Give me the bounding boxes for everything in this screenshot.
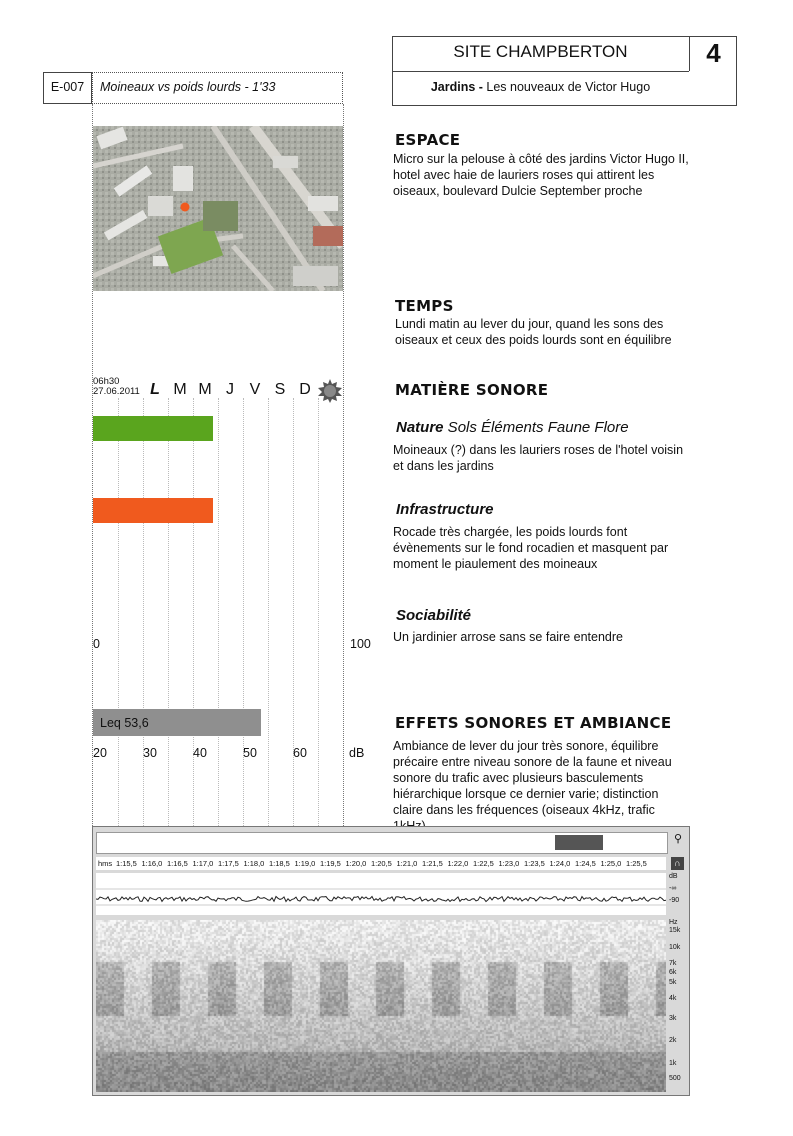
time-tick-label: 1:24,5: [575, 859, 596, 868]
site-number: 4: [706, 38, 721, 68]
time-tick-label: 1:16,0: [141, 859, 163, 868]
time-tick-label: 1:20,5: [371, 859, 392, 868]
frequency-label: 4k: [669, 995, 677, 1002]
db-tick-label: 60: [293, 746, 307, 760]
time-tick-label: 1:18,5: [269, 859, 290, 868]
aerial-map: [93, 126, 343, 291]
audio-editor-panel[interactable]: [92, 826, 690, 1096]
subtitle-text: Les nouveaux de Victor Hugo: [482, 80, 651, 94]
grid-line: [193, 398, 195, 826]
frequency-label: 10k: [669, 944, 681, 951]
day-tuesday: M: [173, 381, 187, 398]
time-tick-label: 1:24,0: [549, 859, 571, 868]
waveform[interactable]: [96, 873, 666, 915]
frequency-label: 2k: [669, 1037, 677, 1044]
frequency-label: 3k: [669, 1015, 677, 1022]
scale-min-label: 0: [93, 637, 100, 651]
espace-heading: ESPACE: [395, 131, 461, 149]
amplitude-label: -90: [669, 897, 680, 904]
time-tick-label: 1:22,0: [447, 859, 469, 868]
time-tick-label: 1:21,5: [422, 859, 443, 868]
recording-time: 06h30: [93, 376, 120, 387]
time-tick-label: 1:17,0: [192, 859, 214, 868]
time-tick-label: 1:21,0: [396, 859, 418, 868]
day-monday: L: [150, 381, 160, 398]
zoom-icon[interactable]: ⚲: [673, 833, 683, 845]
sun-icon: [318, 379, 342, 403]
day-wednesday: M: [198, 381, 212, 398]
time-ruler[interactable]: [96, 857, 666, 870]
recording-date: 27.06.2011: [93, 386, 140, 397]
mic-location-marker: [181, 203, 190, 212]
time-tick-label: 1:19,5: [320, 859, 341, 868]
frequency-label: 15k: [669, 927, 681, 934]
db-tick-label: 30: [143, 746, 157, 760]
recording-code: E-007: [50, 80, 85, 94]
grid-line: [293, 398, 295, 826]
column-border-right: [343, 104, 345, 826]
day-sunday: D: [299, 381, 311, 398]
infrastructure-bar: [93, 498, 213, 523]
time-tick-label: 1:19,0: [294, 859, 316, 868]
subtitle-bold: Jardins -: [430, 80, 483, 94]
frequency-label: 500: [669, 1075, 681, 1082]
time-tick-label: 1:25,0: [600, 859, 622, 868]
time-tick-label: 1:17,5: [218, 859, 239, 868]
time-tick-label: 1:15,5: [116, 859, 137, 868]
time-unit: hms: [98, 859, 113, 868]
db-unit-label: dB: [349, 746, 365, 760]
grid-line: [168, 398, 170, 826]
nature-categories: Sols Éléments Faune Flore: [443, 419, 629, 436]
amplitude-scale: [669, 871, 679, 907]
hz-unit: Hz: [669, 919, 678, 926]
grid-line: [243, 398, 245, 826]
nature-bar: [93, 416, 213, 441]
sociabilite-text: Un jardinier arrose sans se faire entendre: [393, 630, 623, 644]
day-friday: V: [249, 381, 261, 398]
effets-heading: EFFETS SONORES ET AMBIANCE: [395, 714, 672, 732]
temps-heading: TEMPS: [395, 297, 454, 315]
infrastructure-heading: Infrastructure: [396, 501, 494, 518]
time-tick-label: 1:16,5: [167, 859, 188, 868]
time-tick-label: 1:23,5: [524, 859, 545, 868]
time-tick-label: 1:22,5: [473, 859, 494, 868]
site-subtitle: [392, 80, 689, 94]
time-tick-label: 1:18,0: [243, 859, 265, 868]
site-title: SITE CHAMPBERTON: [453, 42, 628, 61]
grid-line: [268, 398, 270, 826]
sociabilite-heading: Sociabilité: [396, 607, 472, 624]
recording-datetime: [93, 377, 140, 397]
frequency-label: 6k: [669, 969, 677, 976]
day-thursday: J: [226, 381, 234, 398]
db-tick-label: 20: [93, 746, 107, 760]
scale-max-label: 100: [350, 637, 371, 651]
frequency-label: 7k: [669, 960, 677, 967]
grid-line: [118, 398, 120, 826]
overview-selection[interactable]: [555, 835, 603, 850]
nature-title: Nature: [396, 419, 444, 436]
leq-label: Leq 53,6: [100, 716, 149, 730]
frequency-label: 5k: [669, 979, 677, 986]
infrastructure-text: Rocade très chargée, les poids lourds font évènements sur le fond rocadien et masquent par moment le piaulement des moineaux: [393, 525, 669, 571]
temps-text: Lundi matin au lever du jour, quand les sons des oiseaux et ceux des poids lourds sont en équilibre: [395, 317, 672, 347]
amplitude-label: dB: [669, 873, 678, 880]
grid-line: [318, 398, 320, 826]
nature-heading: [396, 419, 629, 436]
grid-line: [218, 398, 220, 826]
nature-text: Moineaux (?) dans les lauriers roses de l'hotel voisin et dans les jardins: [393, 443, 684, 473]
time-tick-label: 1:23,0: [498, 859, 520, 868]
time-tick-label: 1:20,0: [345, 859, 367, 868]
db-tick-label: 50: [243, 746, 257, 760]
time-tick-label: 1:25,5: [626, 859, 647, 868]
frequency-label: 1k: [669, 1060, 677, 1067]
effets-text: Ambiance de lever du jour très sonore, équilibre précaire entre niveau sonore de la faune et niveau sonore du trafic avec plusieurs basculements hiérarchique lorsque ce dernier varie; distinction claire dans les fréquences (oiseaux 4kHz, trafic: [393, 739, 672, 817]
header-divider: [392, 71, 689, 72]
db-tick-label: 40: [193, 746, 207, 760]
grid-line: [143, 398, 145, 826]
recording-title: Moineaux vs poids lourds - 1'33: [100, 80, 276, 94]
amplitude-label: -∞: [669, 885, 677, 892]
day-saturday: S: [274, 381, 286, 398]
matiere-heading: MATIÈRE SONORE: [395, 381, 549, 399]
spectrogram[interactable]: [96, 920, 666, 1092]
frequency-scale: [669, 927, 689, 1092]
overview-strip[interactable]: [96, 832, 668, 854]
lock-icon[interactable]: ∩: [671, 857, 684, 870]
espace-text: Micro sur la pelouse à côté des jardins Victor Hugo II, hotel avec haie de lauriers roses qui attirent les oiseaux, boulevard Dulcie September proche: [393, 152, 689, 198]
